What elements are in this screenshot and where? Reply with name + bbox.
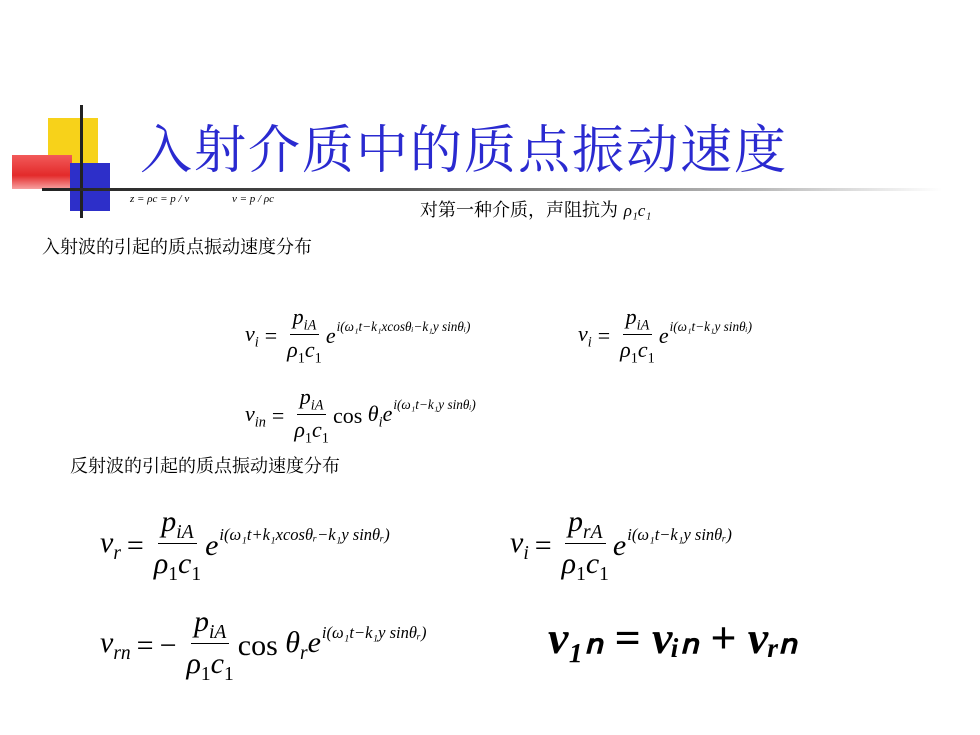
header-formula-v: v = p / ρc	[232, 193, 275, 205]
impedance-symbol: ρ₁c₁	[623, 201, 652, 220]
formula-reflected-velocity-boundary: $v_i$ = $\frac{p_{rA}}{\rho_1c_1}$ $e^{i(\omega_1t-k_1y sin\theta ᵣ)}$	[510, 505, 732, 586]
impedance-note: 对第一种介质，声阻抗为 ρ₁c₁	[420, 200, 652, 221]
reflected-heading: 反射波的引起的质点振动速度分布	[70, 456, 340, 477]
formula-incident-normal-velocity: $v_{in}$ = $\frac{p_{iA}}{\rho_1c_1}$ cos $\theta_ie^{i(\omega_1t-k_1y sin\theta ᵢ)}$	[245, 384, 476, 447]
header-formula-z: z = ρc = p / v	[130, 193, 190, 205]
title-underline	[42, 188, 942, 191]
logo-red-block	[12, 155, 72, 189]
formula-reflected-normal-velocity: $v_{rn}$ = − $\frac{p_{iA}}{\rho_1c_1}$ cos $\theta_re^{i(\omega_1t-k_1y sin\theta ᵣ)}$	[100, 605, 427, 686]
slide-title: 入射介质中的质点振动速度	[140, 121, 789, 181]
formula-reflected-velocity: $v_r$ = $\frac{p_{iA}}{\rho_1c_1}$ $e^{i(\omega_1t+k_1xcos\theta ᵣ-k_1y sin\theta ᵣ)}$	[100, 505, 390, 586]
logo-blue-square	[70, 163, 110, 211]
formula-incident-velocity: $v_i$ = $\frac{p_{iA}}{\rho_1c_1}$ $e^{i(\omega_1t-k_1xcos\theta ᵢ-k_1y sin\theta ᵢ)}$	[245, 304, 471, 367]
formula-normal-velocity-sum: v₁ₙ = vᵢₙ + vᵣₙ	[548, 612, 797, 663]
logo-vertical-line	[80, 105, 83, 218]
incident-heading: 入射波的引起的质点振动速度分布	[42, 237, 312, 258]
formula-incident-velocity-boundary: $v_i$ = $\frac{p_{iA}}{\rho_1c_1}$ $e^{i(\omega_1t-k_1y sin\theta ᵢ)}$	[578, 304, 753, 367]
